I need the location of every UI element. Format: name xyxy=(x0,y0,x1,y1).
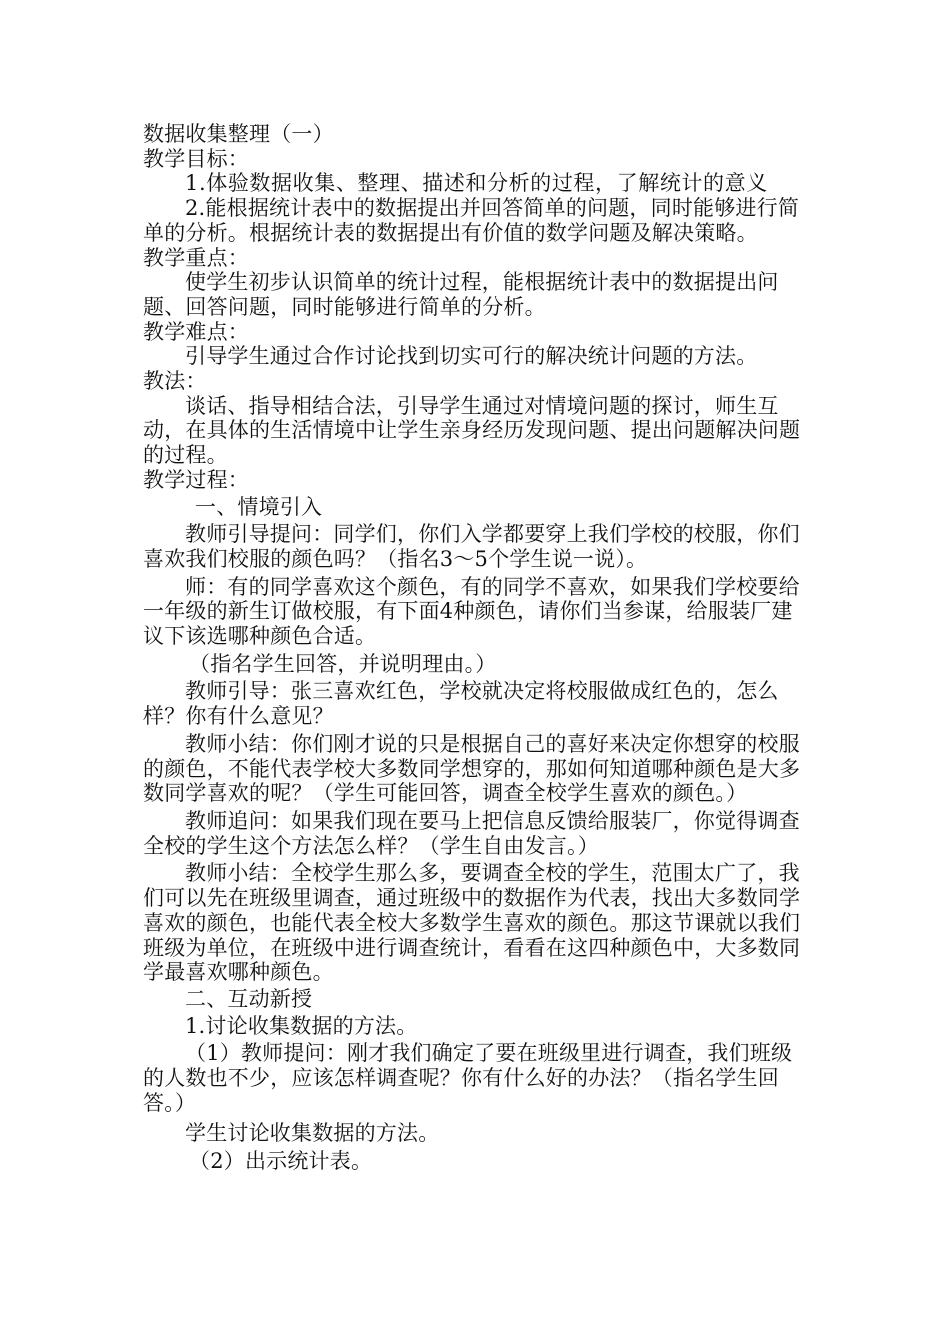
part1-paragraph-4: 教师引导：张三喜欢红色，学校就决定将校服做成红色的，怎么样？你有什么意见？ xyxy=(143,679,779,729)
part1-title: 一、情境引入 xyxy=(195,494,323,519)
goal-item-1: 1.体验数据收集、整理、描述和分析的过程，了解统计的意义 xyxy=(185,171,768,196)
process-heading: 教学过程： xyxy=(143,467,249,492)
part1-paragraph-7: 教师小结：全校学生那么多，要调查全校的学生，范围太广了，我们可以先在班级里调查，通过班级中的数据作为代表，找出大多数同学喜欢的颜色，也能代表全校大多数学生喜欢的颜色。那这节课就以我们班级为单位，在班级中进行调查统计，看看在这四种颜色中，大多数同学最喜欢哪种颜色。 xyxy=(143,861,801,985)
part1-paragraph-2: 师：有的同学喜欢这个颜色，有的同学不喜欢，如果我们学校要给一年级的新生订做校服，有下面4种颜色，请你们当参谋，给服装厂建议下该选哪种颜色合适。 xyxy=(143,574,800,649)
method-heading: 教法： xyxy=(143,369,207,394)
part2-item-1-question: （1）教师提问：刚才我们确定了要在班级里进行调查，我们班级的人数也不少，应该怎样调查呢？你有什么好的办法？（指名学生回答。） xyxy=(143,1041,793,1115)
part2-item-1: 1.讨论收集数据的方法。 xyxy=(185,1013,418,1038)
key-points-text: 使学生初步认识简单的统计过程，能根据统计表中的数据提出问题、回答问题，同时能够进行简单的分析。 xyxy=(143,270,779,319)
part1-paragraph-1: 教师引导提问：同学们，你们入学都要穿上我们学校的校服，你们喜欢我们校服的颜色吗？（指名3～5个学生说一说）。 xyxy=(143,522,800,571)
document-title: 数据收集整理（一） xyxy=(143,122,334,146)
difficulty-heading: 教学难点： xyxy=(143,319,249,344)
key-points-heading: 教学重点： xyxy=(143,245,249,270)
part1-paragraph-6: 教师追问：如果我们现在要马上把信息反馈给服装厂，你觉得调查全校的学生这个方法怎么样？（学生自由发言。） xyxy=(143,808,800,858)
part1-paragraph-3: （指名学生回答，并说明理由。） xyxy=(189,651,497,676)
goal-item-2: 2.能根据统计表中的数据提出并回答简单的问题，同时能够进行简单的分析。根据统计表的数据提出有价值的数学问题及解决策略。 xyxy=(143,196,800,245)
part2-item-2: （2）出示统计表。 xyxy=(189,1149,373,1174)
document-page xyxy=(143,122,833,1174)
part1-paragraph-5: 教师小结：你们刚才说的只是根据自己的喜好来决定你想穿的校服的颜色，不能代表学校大多数同学想穿的，那如何知道哪种颜色是大多数同学喜欢的呢？（学生可能回答，调查全校学生喜欢的颜色。） xyxy=(143,731,801,806)
method-text: 谈话、指导相结合法，引导学生通过对情境问题的探讨，师生互动，在具体的生活情境中让学生亲身经历发现问题、提出问题解决问题的过程。 xyxy=(143,393,801,468)
part2-discussion: 学生讨论收集数据的方法。 xyxy=(185,1121,440,1146)
difficulty-text: 引导学生通过合作讨论找到切实可行的解决统计问题的方法。 xyxy=(185,344,758,369)
part2-title: 二、互动新授 xyxy=(185,986,313,1011)
goals-heading: 教学目标： xyxy=(143,146,249,171)
